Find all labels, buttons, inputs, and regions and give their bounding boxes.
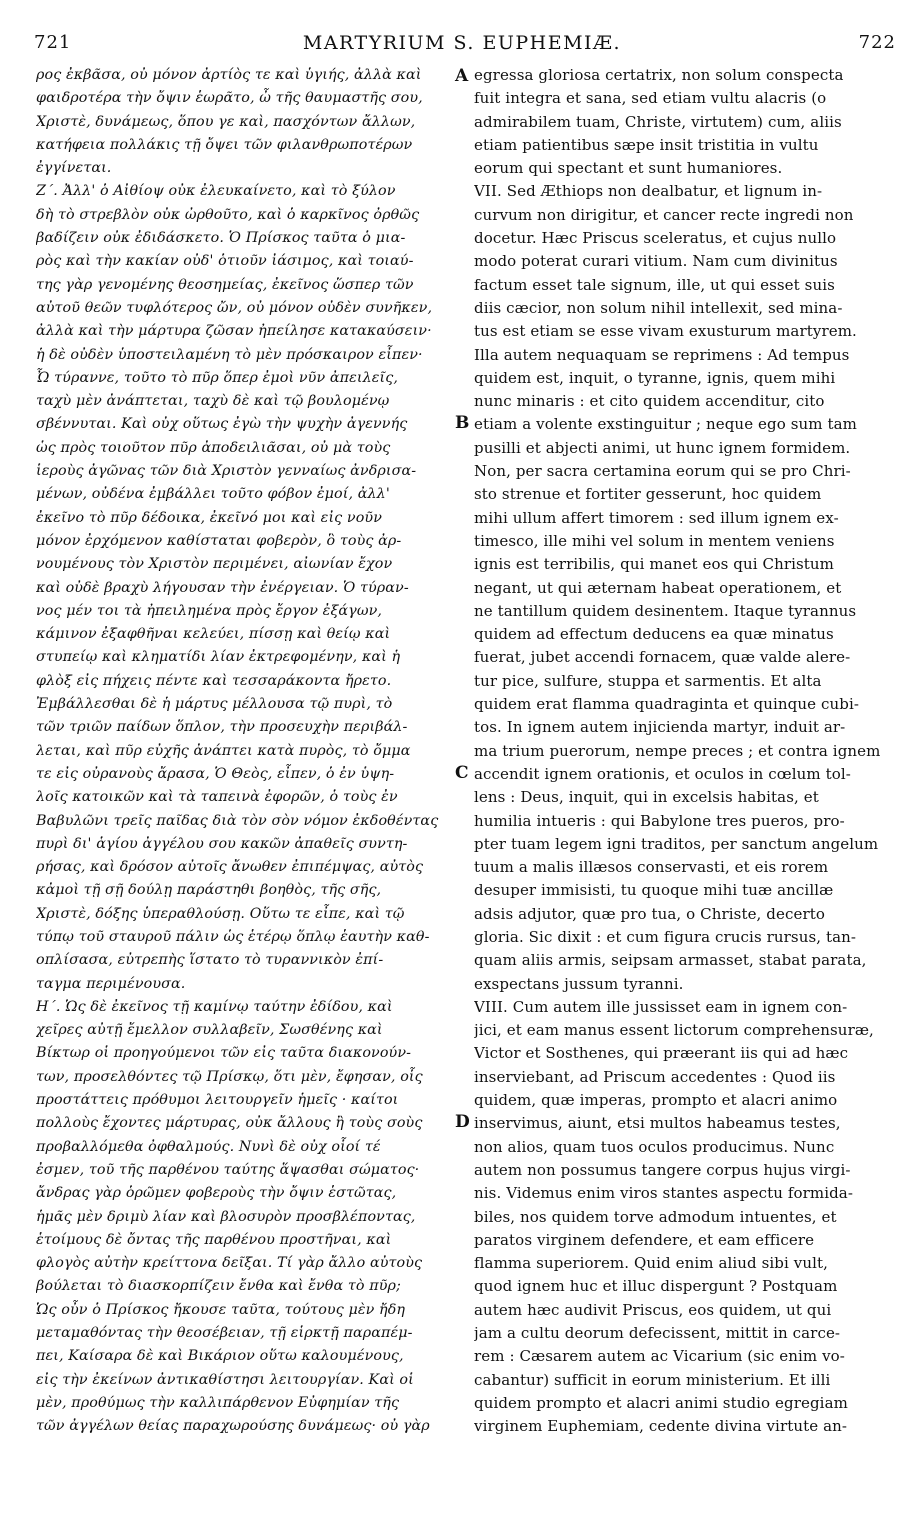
latin-text-line: ignis est terribilis, qui manet eos qui Christum <box>474 555 835 574</box>
latin-text-line: ne tantillum quidem desinentem. Itaque tyrannus <box>474 601 857 620</box>
greek-text-line: ἄνδρας γὰρ ὁρῶμεν φοβεροὺς τὴν ὄψιν ἑστῶτας, <box>36 1185 397 1202</box>
greek-text-line: βαδίζειν οὐκ ἐδιδάσκετο. Ὁ Πρίσκος ταῦτα ὁ μια- <box>36 230 406 247</box>
latin-text-line: rem : Cæsarem autem ac Vicarium (sic enim vo- <box>474 1347 845 1366</box>
latin-text-line: diis cæcior, non solum nihil intellexit, sed mina- <box>474 298 843 317</box>
greek-text-line: Ὦ τύραννε, τοῦτο τὸ πῦρ ὅπερ ἐμοὶ νῦν ἀπειλεῖς, <box>36 369 399 386</box>
greek-text-line: χεῖρες αὐτῇ ἔμελλον συλλαβεῖν, Σωσθένης καὶ <box>36 1022 383 1039</box>
greek-text-line: ἱεροὺς ἀγῶνας τῶν διὰ Χριστὸν γενναίως ἀνδρισα- <box>36 463 417 480</box>
latin-text-line: pter tuam legem igni traditos, per sanctum angelum <box>474 834 879 853</box>
latin-text-line: fuit integra et sana, sed etiam vultu alacris (o <box>474 89 827 108</box>
latin-text-line: autem hæc audivit Priscus, eos quidem, ut qui <box>474 1300 832 1319</box>
latin-text-line: tos. In ignem autem injicienda martyr, induit ar- <box>474 718 846 737</box>
greek-text-line: τῶν τριῶν παίδων ὅπλον, τὴν προσευχὴν περιβάλ- <box>36 719 408 736</box>
latin-text-line: quidem erat flamma quadraginta et quinque cubi- <box>474 695 860 714</box>
greek-text-line: νουμένους τὸν Χριστὸν περιμένει, αἰωνίαν ἔχον <box>36 556 393 573</box>
greek-text-line: μὲν, προθύμως τὴν καλλιπάρθενον Εὐφημίαν τῆς <box>36 1394 400 1411</box>
greek-text-line: πυρὶ δι' ἁγίου ἀγγέλου σου κακῶν ἀπαθεῖς συντη- <box>36 835 408 852</box>
greek-text-line: Χριστὲ, δυνάμεως, ὅπου γε καὶ, πασχόντων ἄλλων, <box>36 113 416 130</box>
latin-text-line: tus est etiam se esse vivam exusturum martyrem. <box>474 322 857 341</box>
greek-text-line: πολλοὺς ἔχοντες μάρτυρας, οὐκ ἄλλους ἢ τοὺς σοὺς <box>36 1115 423 1132</box>
greek-text-line: φλογὸς αὐτὴν κρείττονα δεῖξαι. Τί γὰρ ἄλλο αὐτοὺς <box>36 1255 423 1272</box>
latin-text-column <box>474 64 894 1439</box>
greek-text-line: εἰς τὴν ἐκείνων ἀντικαθίστησι λειτουργίαν. Καὶ οἱ <box>36 1371 414 1388</box>
greek-text-line: Ζ΄. Ἀλλ' ὁ Αἰθίοψ οὐκ ἐλευκαίνετο, καὶ τὸ ξύλον <box>36 183 396 200</box>
latin-text-line: etiam a volente exstinguitur ; neque ego sum tam <box>474 415 857 434</box>
greek-text-line: προστάττεις πρόθυμοι λειτουργεῖν ἡμεῖς · καίτοι <box>36 1092 399 1109</box>
latin-text-line: tur pice, sulfure, stuppa et sarmentis. Et alta <box>474 671 822 690</box>
latin-text-line: jici, et eam manus essent lictorum comprehensuræ, <box>474 1021 874 1040</box>
greek-text-line: ὡς πρὸς τοιοῦτον πῦρ ἀποδειλιᾶσαι, οὐ μὰ τοὺς <box>36 439 391 456</box>
page-number-left: 721 <box>34 32 72 53</box>
page-number-right: 722 <box>858 32 896 53</box>
greek-text-line: ρὸς καὶ τὴν κακίαν οὐδ' ὁτιοῦν ἰάσιμος, καὶ τοιαύ- <box>36 253 414 270</box>
latin-text-line: adsis adjutor, quæ pro tua, o Christe, decerto <box>474 904 825 923</box>
margin-marker-c: C <box>455 763 469 783</box>
page-header <box>28 32 896 58</box>
greek-text-line: μένων, οὐδένα ἐμβάλλει τοῦτο φόβον ἐμοί, ἀλλ' <box>36 486 390 503</box>
latin-text-line: gloria. Sic dixit : et cum figura crucis rursus, tan- <box>474 927 857 946</box>
latin-text-line: quidem, quæ imperas, prompto et alacri animo <box>474 1091 838 1110</box>
latin-text-line: inserviebant, ad Priscum accedentes : Quod iis <box>474 1067 836 1086</box>
greek-text-line: Χριστὲ, δόξης ὑπεραθλούσῃ. Οὕτω τε εἶπε, καὶ τῷ <box>36 905 405 922</box>
greek-text-line: ἐσμεν, τοῦ τῆς παρθένου ταύτης ἅψασθαι σώματος· <box>36 1161 420 1178</box>
greek-text-line: τῶν ἀγγέλων θείας παραχωρούσης δυνάμεως· οὐ γὰρ <box>36 1418 430 1435</box>
greek-text-line: λοῖς κατοικῶν καὶ τὰ ταπεινὰ ἐφορῶν, ὁ τοὺς ἐν <box>36 789 398 806</box>
latin-text-line: curvum non dirigitur, et cancer recte ingredi non <box>474 205 854 224</box>
latin-text-line: exspectans jussum tyranni. <box>474 974 684 993</box>
greek-text-line: προβαλλόμεθα ὀφθαλμούς. Νυνὶ δὲ οὐχ οἷοί τέ <box>36 1138 381 1155</box>
greek-text-line: στυπείῳ καὶ κληματίδι λίαν ἐκτρεφομένην, καὶ ἡ <box>36 649 401 666</box>
latin-text-line: quidem prompto et alacri animi studio egregiam <box>474 1393 848 1412</box>
greek-text-line: ταχὺ μὲν ἀνάπτεται, ταχὺ δὲ καὶ τῷ βουλομένῳ <box>36 393 390 410</box>
latin-text-line: eorum qui spectant et sunt humaniores. <box>474 159 783 178</box>
latin-text-line: fuerat, jubet accendi fornacem, quæ valde alere- <box>474 648 851 667</box>
greek-text-line: ρήσας, καὶ δρόσον αὐτοῖς ἄνωθεν ἐπιπέμψας, αὐτὸς <box>36 859 424 876</box>
greek-text-line: πει, Καίσαρα δὲ καὶ Βικάριον οὕτω καλουμένους, <box>36 1348 404 1365</box>
greek-text-line: αὐτοῦ θεῶν τυφλότερος ὤν, οὐ μόνον οὐδὲν συνῆκεν, <box>36 299 433 316</box>
latin-text-line: non alios, quam tuos oculos producimus. Nunc <box>474 1137 835 1156</box>
greek-text-line: οπλίσασα, εὐτρεπὴς ἵστατο τὸ τυραννικὸν ἐπί- <box>36 952 384 969</box>
greek-text-line: Βίκτωρ οἱ προηγούμενοι τῶν εἰς ταῦτα διακονούν- <box>36 1045 412 1062</box>
latin-text-line: flamma superiorem. Quid enim aliud sibi vult, <box>474 1254 829 1273</box>
latin-text-line: inservimus, aiunt, etsi multos habeamus testes, <box>474 1114 841 1133</box>
latin-text-line: accendit ignem orationis, et oculos in cœlum tol- <box>474 764 851 783</box>
greek-text-line: ἀλλὰ καὶ τὴν μάρτυρα ζῶσαν ἠπείλησε κατακαύσειν· <box>36 323 432 340</box>
greek-text-line: ἐγγίνεται. <box>36 160 112 177</box>
latin-text-line: quam aliis armis, seipsam armasset, stabat parata, <box>474 951 867 970</box>
greek-text-line: Η΄. Ὡς δὲ ἐκεῖνος τῇ καμίνῳ ταύτην ἐδίδου, καὶ <box>36 998 393 1015</box>
latin-text-line: biles, nos quidem torve admodum intuentes, et <box>474 1207 837 1226</box>
greek-text-line: μεταμαθόντας τὴν θεοσέβειαν, τῇ εἱρκτῇ παραπέμ- <box>36 1325 413 1342</box>
latin-text-line: paratos virginem defendere, et eam efficere <box>474 1230 815 1249</box>
margin-marker-a: A <box>455 66 469 86</box>
greek-text-line: καὶ οὐδὲ βραχὺ λήγουσαν τὴν ἐνέργειαν. Ὁ τύραν- <box>36 579 409 596</box>
greek-text-line: της γὰρ γενομένης θεοσημείας, ἐκεῖνος ὥσπερ τῶν <box>36 276 414 293</box>
greek-text-line: κατήφεια πολλάκις τῇ ὄψει τῶν φιλανθρωποτέρων <box>36 136 413 153</box>
latin-text-line: quod ignem huc et illuc dispergunt ? Postquam <box>474 1277 838 1296</box>
greek-text-line: δὴ τὸ στρεβλὸν οὐκ ὠρθοῦτο, καὶ ὁ καρκῖνος ὀρθῶς <box>36 206 420 223</box>
latin-text-line: pusilli et abjecti animi, ut hunc ignem formidem. <box>474 438 851 457</box>
latin-text-line: jam a cultu deorum defecissent, mittit in carce- <box>474 1324 841 1343</box>
latin-text-line: desuper immisisti, tu quoque mihi tuæ ancillæ <box>474 881 834 900</box>
latin-text-line: mihi ullum affert timorem : sed illum ignem ex- <box>474 508 839 527</box>
latin-text-line: quidem est, inquit, o tyranne, ignis, quem mihi <box>474 368 836 387</box>
greek-text-line: των, προσελθόντες τῷ Πρίσκῳ, ὅτι μὲν, ἔφησαν, οἷς <box>36 1068 423 1085</box>
greek-text-line: ρος ἐκβᾶσα, οὐ μόνον ἀρτίὸς τε καὶ ὑγιής, ἀλλὰ καὶ <box>36 67 422 83</box>
latin-text-line: timesco, ille mihi vel solum in mentem veniens <box>474 531 835 550</box>
latin-text-line: cabantur) sufficit in eorum ministerium. Et illi <box>474 1370 831 1389</box>
latin-text-line: negant, ut qui æternam habeat operationem, et <box>474 578 842 597</box>
greek-text-line: φλὸξ εἰς πήχεις πέντε καὶ τεσσαράκοντα ἤρετο. <box>36 672 392 689</box>
latin-text-line: autem non possumus tangere corpus hujus virgi- <box>474 1160 851 1179</box>
latin-text-line: Victor et Sosthenes, qui præerant iis qui ad hæc <box>474 1044 849 1063</box>
margin-marker-d: D <box>455 1112 470 1132</box>
greek-text-line: κάμινον ἐξαφθῆναι κελεύει, πίσσῃ καὶ θείῳ καὶ <box>36 626 391 643</box>
latin-text-line: modo poterat curari vitium. Nam cum divinitus <box>474 252 838 271</box>
latin-text-line: ma trium puerorum, nempe preces ; et contra ignem <box>474 741 881 760</box>
latin-text-line: VIII. Cum autem ille jussisset eam in ignem con- <box>474 997 848 1016</box>
greek-text-line: τύπῳ τοῦ σταυροῦ πάλιν ὡς ἑτέρῳ ὅπλῳ ἑαυτὴν καθ- <box>36 928 430 945</box>
running-title: MARTYRIUM S. EUPHEMIÆ. <box>302 32 622 54</box>
greek-text-line: ἡμᾶς μὲν δριμὺ λίαν καὶ βλοσυρὸν προσβλέποντας, <box>36 1208 416 1225</box>
greek-text-line: φαιδροτέρα τὴν ὄψιν ἑωρᾶτο, ὦ τῆς θαυμαστῆς σου, <box>36 90 423 107</box>
latin-text-line: admirabilem tuam, Christe, virtutem) cum, aliis <box>474 112 842 131</box>
latin-text-line: docetur. Hæc Priscus sceleratus, et cujus nullo <box>474 229 837 248</box>
greek-text-line: ἐκεῖνο τὸ πῦρ δέδοικα, ἐκεῖνό μοι καὶ εἰς νοῦν <box>36 509 382 526</box>
greek-text-line: μόνον ἐρχόμενον καθίσταται φοβερὸν, ὃ τοὺς ἀρ- <box>36 532 402 549</box>
greek-text-line: Ἐμβάλλεσθαι δὲ ἡ μάρτυς μέλλουσα τῷ πυρὶ, τὸ <box>36 696 393 713</box>
margin-marker-b: B <box>455 413 470 433</box>
greek-text-line: λεται, καὶ πῦρ εὐχῆς ἀνάπτει κατὰ πυρὸς, τὸ ὄμμα <box>36 742 411 759</box>
latin-text-line: virginem Euphemiam, cedente divina virtute an- <box>474 1417 848 1436</box>
latin-text-line: sto strenue et fortiter gesserunt, hoc quidem <box>474 485 822 504</box>
greek-text-line: Βαβυλῶνι τρεῖς παῖδας διὰ τὸν σὸν νόμον ἐκδοθέντας <box>36 812 439 829</box>
greek-text-column <box>36 64 456 1439</box>
greek-text-line: νος μέν τοι τὰ ἠπειλημένα πρὸς ἔργον ἐξάγων, <box>36 602 383 619</box>
latin-text-line: lens : Deus, inquit, qui in excelsis habitas, et <box>474 788 819 807</box>
latin-text-line: etiam patientibus sæpe insit tristitia in vultu <box>474 135 819 154</box>
greek-text-line: ἡ δὲ οὐδὲν ὑποστειλαμένη τὸ μὲν πρόσκαιρον εἶπεν· <box>36 346 423 363</box>
latin-text-line: Illa autem nequaquam se reprimens : Ad tempus <box>474 345 850 364</box>
latin-text-line: tuum a malis illæsos conservasti, et eis rorem <box>474 858 829 877</box>
latin-text-line: quidem ad effectum deducens ea quæ minatus <box>474 625 834 644</box>
greek-text-line: Ὡς οὖν ὁ Πρίσκος ἤκουσε ταῦτα, τούτους μὲν ἤδη <box>36 1301 406 1318</box>
greek-text-line: κἀμοὶ τῇ σῇ δούλῃ παράστηθι βοηθὸς, τῆς σῆς, <box>36 882 382 899</box>
latin-text-line: nis. Videmus enim viros stantes aspectu formida- <box>474 1184 854 1203</box>
greek-text-line: τε εἰς οὐρανοὺς ἄρασα, Ὁ Θεὸς, εἶπεν, ὁ ἐν ὑψη- <box>36 765 395 782</box>
latin-text-line: egressa gloriosa certatrix, non solum conspecta <box>474 66 844 84</box>
latin-text-line: Non, per sacra certamina eorum qui se pro Chri- <box>474 462 851 481</box>
latin-text-line: nunc minaris : et cito quidem accenditur, cito <box>474 392 825 411</box>
latin-text-line: VII. Sed Æthiops non dealbatur, et lignum in- <box>474 182 823 201</box>
latin-text-line: humilia intueris : qui Babylone tres pueros, pro- <box>474 811 845 830</box>
greek-text-line: ἑτοίμους δὲ ὄντας τῆς παρθένου προστῆναι, καὶ <box>36 1231 392 1248</box>
greek-text-line: βούλεται τὸ διασκορπίζειν ἔνθα καὶ ἔνθα τὸ πῦρ; <box>36 1278 401 1295</box>
latin-text-line: factum esset tale signum, ille, ut qui esset suis <box>474 275 835 294</box>
greek-text-line: ταγμα περιμένουσα. <box>36 975 186 992</box>
greek-text-line: σβέννυται. Καὶ οὐχ οὕτως ἐγὼ τὴν ψυχὴν ἀγεννής <box>36 416 408 433</box>
